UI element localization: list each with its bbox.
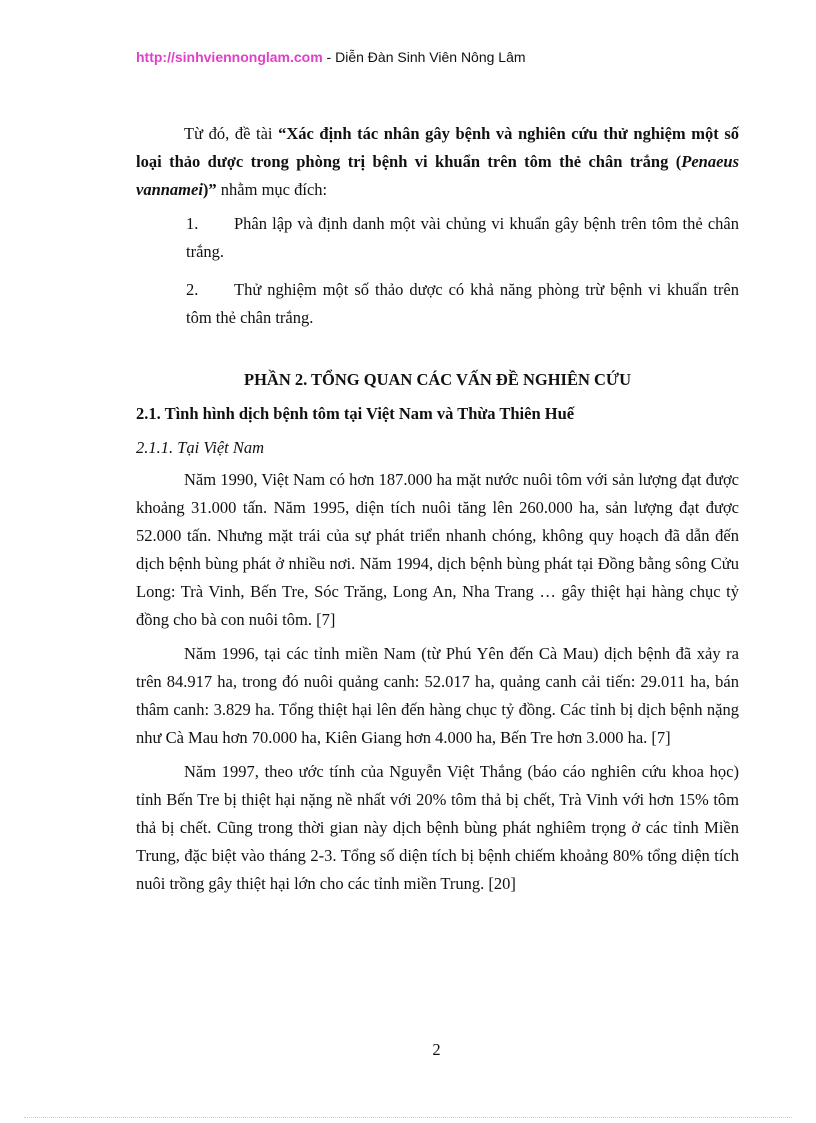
site-link[interactable]: http://sinhviennonglam.com — [136, 49, 323, 65]
objective-text: Phân lập và định danh một vài chủng vi khuẩn gây bệnh trên tôm thẻ chân trắng. — [186, 214, 739, 261]
body-paragraph: Năm 1990, Việt Nam có hơn 187.000 ha mặt nước nuôi tôm với sản lượng đạt được khoảng 31.000 tấn. Năm 1995, diện tích nuôi tăng lên 260.000 ha, sản lượng đạt được 52.000 tấn. Nhưng mặt trái của sự phát triển nhanh chóng, không quy hoạch đã dẫn đến dịch bệnh bùng phát ở nhiều nơi. Năm 1994, dịch bệnh bùng phát tại Đồng bằng sông Cửu Long: Trà Vinh, Bến Tre, Sóc Trăng, Long An, Nha Trang … gây thiệt hại hàng chục tỷ đồng cho bà con nuôi tôm. [7] — [136, 470, 739, 629]
section-title: 2.1. Tình hình dịch bệnh tôm tại Việt Nam và Thừa Thiên Huế — [136, 404, 575, 423]
site-name: Diễn Đàn Sinh Viên Nông Lâm — [335, 49, 526, 65]
objective-text: Thử nghiệm một số thảo dược có khả năng phòng trừ bệnh vi khuẩn trên tôm thẻ chân trắng. — [186, 280, 739, 327]
objective-number: 1. — [186, 214, 199, 233]
page-bottom-divider — [24, 1117, 792, 1118]
intro-purpose: nhằm mục đích: — [216, 180, 328, 199]
intro-paragraph — [136, 120, 739, 204]
species-name: Penaeus vannamei — [136, 152, 739, 199]
part-title: PHẦN 2. TỔNG QUAN CÁC VẤN ĐỀ NGHIÊN CỨU — [243, 370, 631, 389]
subsection-title: 2.1.1. Tại Việt Nam — [136, 438, 265, 457]
objective-number: 2. — [186, 280, 199, 299]
header-separator: - — [322, 49, 336, 65]
page-header — [136, 49, 526, 65]
intro-lead: Từ đó, đề tài — [184, 124, 279, 143]
document-body — [136, 120, 739, 904]
objective-item — [186, 276, 739, 332]
objective-item — [186, 210, 739, 266]
body-paragraph: Năm 1996, tại các tỉnh miền Nam (từ Phú Yên đến Cà Mau) dịch bệnh đã xảy ra trên 84.917 ha, trong đó nuôi quảng canh: 52.017 ha, quảng canh cải tiến: 29.011 ha, bán thâm canh: 3.829 ha. Tổng thiệt hại lên đến hàng chục tỷ đồng. Các tỉnh bị dịch bệnh nặng như Cà Mau hơn 70.000 ha, Kiên Giang hơn 4.000 ha, Bến Tre hơn 3.000 ha. [7] — [136, 644, 739, 747]
thesis-title: “Xác định tác nhân gây bệnh và nghiên cứu thử nghiệm một số loại thảo dược trong phòng trị bệnh vi khuẩn trên tôm thẻ chân trắng (Penaeus vannamei)” — [136, 124, 739, 199]
body-paragraph: Năm 1997, theo ước tính của Nguyễn Việt Thắng (báo cáo nghiên cứu khoa học) tỉnh Bến Tre bị thiệt hại nặng nề nhất với 20% tôm thả bị chết, Trà Vinh với hơn 15% tôm thả bị chết. Cũng trong thời gian này dịch bệnh bùng phát nghiêm trọng ở các tỉnh Miền Trung, đặc biệt vào tháng 2-3. Tổng số diện tích bị bệnh chiếm khoảng 80% tổng diện tích nuôi trồng gây thiệt hại lớn cho các tỉnh miền Trung. [20] — [136, 762, 739, 893]
page-number: 2 — [432, 1040, 441, 1059]
